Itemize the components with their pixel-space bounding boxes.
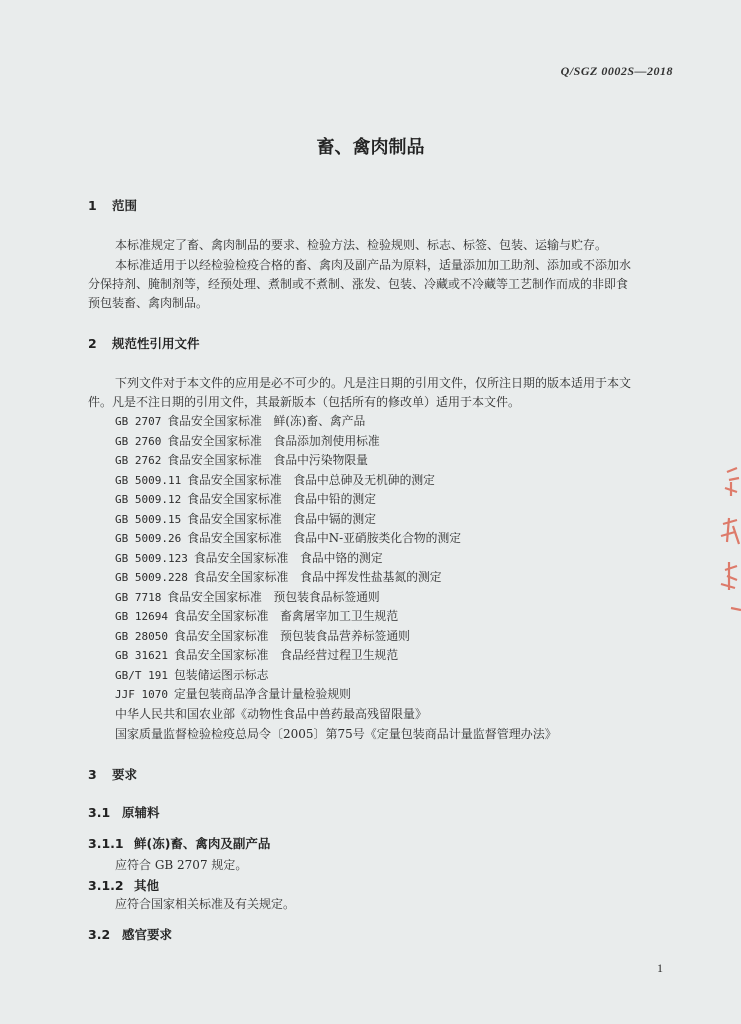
reference-title: 食品安全国家标准 食品中铬的测定 (193, 550, 383, 565)
reference-extra-2: 国家质量监督检验检疫总局令〔2005〕第75号《定量包装商品计量监督管理办法》 (115, 727, 557, 741)
scope-paragraph-2-line-2: 分保持剂、腌制剂等，经预处理、煮制或不煮制、涨发、包装、冷藏或不冷藏等工艺制作而成的非即食 (88, 277, 629, 291)
subsection-3-2 (88, 925, 172, 943)
reference-title: 食品安全国家标准 预包装食品标签通则 (167, 589, 380, 604)
reference-code: JJF 1070 (115, 688, 168, 701)
reference-item (115, 666, 268, 683)
reference-extra-1: 中华人民共和国农业部《动物性食品中兽药最高残留限量》 (115, 707, 428, 721)
reference-item (115, 607, 398, 624)
subsection-number: 3.1 (88, 805, 111, 820)
reference-item (115, 490, 376, 507)
page-number: 1 (657, 961, 663, 975)
subsection-title: 感官要求 (122, 927, 173, 942)
reference-title: 食品安全国家标准 食品中总砷及无机砷的测定 (187, 472, 435, 487)
reference-code: GB 5009.11 (115, 473, 182, 487)
reference-code: GB 5009.228 (115, 571, 188, 584)
reference-item (115, 471, 435, 488)
reference-title: 食品安全国家标准 食品中镉的测定 (187, 511, 376, 526)
subsection-number: 3.1.1 (88, 836, 124, 851)
standard-code: Q/SGZ 0002S—2018 (560, 64, 673, 78)
reference-title: 食品安全国家标准 食品添加剂使用标准 (167, 433, 380, 448)
subsection-number: 3.2 (88, 927, 111, 942)
reference-code: GB 28050 (115, 629, 168, 643)
scope-paragraph-2-line-1: 本标准适用于以经检验检疫合格的畜、禽肉及副产品为原料，适量添加加工助剂、添加或不添加水 (115, 258, 632, 272)
section-number: 1 (88, 198, 97, 213)
subsection-title: 鲜(冻)畜、禽肉及副产品 (134, 836, 271, 851)
subsection-title: 原辅料 (122, 805, 160, 820)
scope-paragraph-1: 本标准规定了畜、禽肉制品的要求、检验方法、检验规则、标志、标签、包装、运输与贮存。 (115, 238, 608, 252)
reference-code: GB 2762 (115, 454, 162, 467)
reference-code: GB 2707 (115, 415, 162, 428)
reference-item (115, 549, 383, 566)
reference-code: GB 2760 (115, 434, 162, 448)
reference-title: 食品安全国家标准 鲜(冻)畜、禽产品 (167, 414, 366, 428)
subsection-3-1-2 (88, 876, 159, 894)
subsection-3-1-1-text: 应符合 GB 2707 规定。 (115, 858, 248, 872)
refs-intro-line-1: 下列文件对于本文件的应用是必不可少的。凡是注日期的引用文件，仅所注日期的版本适用于本文 (115, 376, 632, 390)
reference-title: 定量包装商品净含量计量检验规则 (173, 687, 351, 701)
section-title: 规范性引用文件 (112, 336, 200, 351)
reference-item (115, 529, 461, 546)
reference-title: 食品安全国家标准 食品中铅的测定 (187, 492, 376, 506)
reference-item (115, 627, 410, 644)
reference-code: GB 5009.15 (115, 512, 182, 526)
reference-code: GB 5009.26 (115, 532, 182, 545)
reference-code: GB 7718 (115, 590, 162, 604)
reference-item (115, 412, 365, 429)
reference-title: 食品安全国家标准 食品经营过程卫生规范 (173, 648, 399, 662)
reference-code: GB 5009.12 (115, 493, 182, 506)
document-title: 畜、禽肉制品 (316, 137, 425, 158)
subsection-3-1-1 (88, 834, 270, 852)
subsection-title: 其他 (134, 878, 160, 893)
reference-title: 食品安全国家标准 食品中挥发性盐基氮的测定 (193, 570, 442, 584)
reference-item (115, 568, 442, 585)
reference-title: 食品安全国家标准 食品中污染物限量 (167, 453, 368, 467)
subsection-3-1-2-text: 应符合国家相关标准及有关规定。 (115, 897, 296, 911)
section-number: 3 (88, 767, 97, 782)
reference-title: 食品安全国家标准 食品中N-亚硝胺类化合物的测定 (187, 531, 462, 545)
subsection-number: 3.1.2 (88, 878, 124, 893)
reference-item (115, 432, 380, 449)
reference-item (115, 685, 351, 702)
reference-code: GB 5009.123 (115, 551, 188, 565)
section-title: 要求 (112, 767, 138, 782)
section-heading-requirements (88, 765, 137, 783)
red-seal-stamp (707, 462, 741, 622)
reference-title: 食品安全国家标准 预包装食品营养标签通则 (173, 628, 410, 643)
section-title: 范围 (112, 198, 138, 213)
scope-paragraph-2-line-3: 预包装畜、禽肉制品。 (88, 296, 209, 310)
section-number: 2 (88, 336, 97, 351)
section-heading-refs (88, 334, 200, 352)
reference-item (115, 588, 380, 605)
refs-intro-line-2: 件。凡是不注日期的引用文件，其最新版本（包括所有的修改单）适用于本文件。 (88, 395, 521, 409)
reference-code: GB/T 191 (115, 668, 168, 682)
reference-item (115, 451, 368, 468)
reference-title: 食品安全国家标准 畜禽屠宰加工卫生规范 (173, 609, 399, 623)
reference-code: GB 31621 (115, 649, 168, 662)
section-heading-scope (88, 196, 137, 214)
subsection-3-1 (88, 803, 160, 821)
reference-item (115, 646, 398, 663)
reference-title: 包装储运图示标志 (173, 667, 269, 682)
reference-item (115, 510, 376, 527)
reference-code: GB 12694 (115, 610, 168, 623)
